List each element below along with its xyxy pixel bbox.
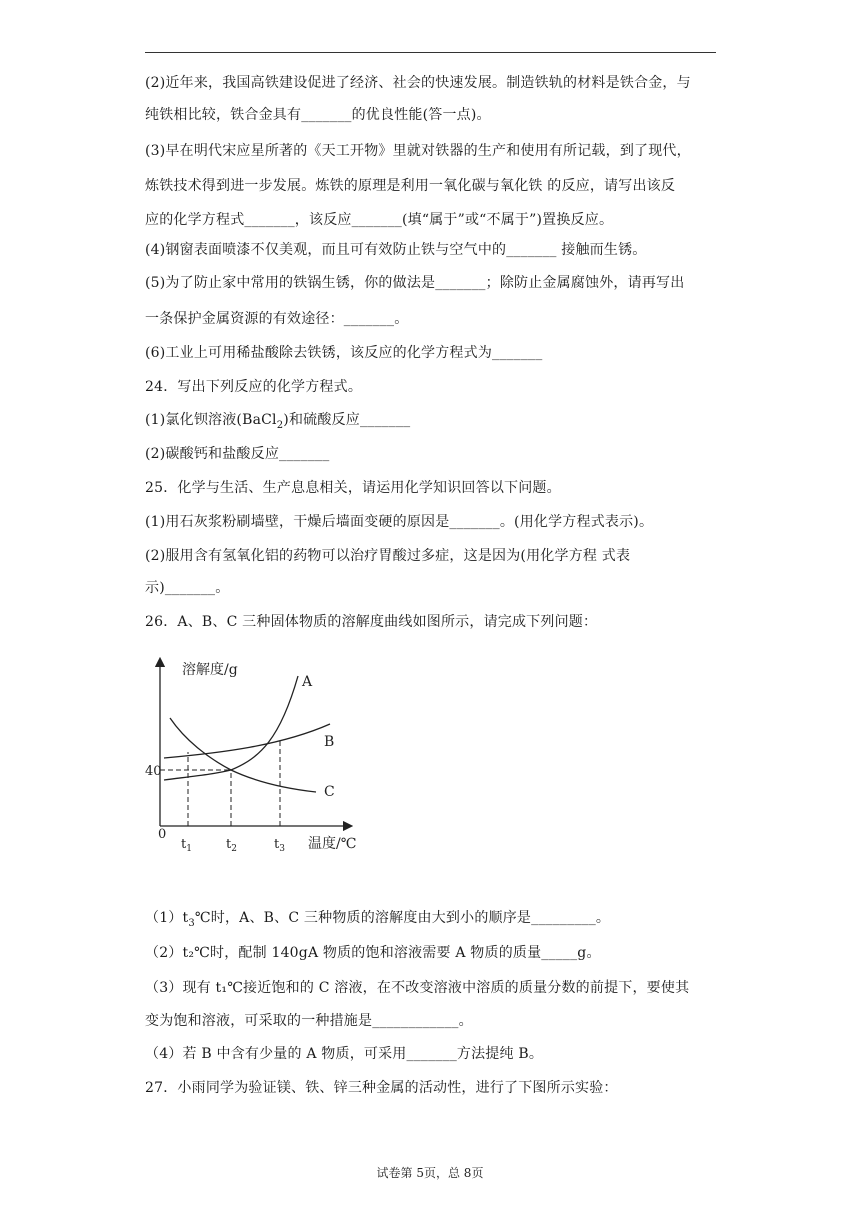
q23-3-line-1: (3)早在明代宋应星所著的《天工开物》里就对铁器的生产和使用有所记载，到了现代， (145, 143, 691, 159)
curve-label-a: A (302, 674, 313, 690)
curve-label-b: B (324, 734, 335, 750)
x-tick-t2 (226, 837, 237, 854)
q23-4-line: (4)钢窗表面喷漆不仅美观，而且可有效防止铁与空气中的_______ 接触而生锈。 (145, 242, 647, 258)
q23-3-line-3: 应的化学方程式_______，该反应_______(填“属于”或“不属于”)置换反应。 (145, 212, 614, 228)
page-footer: 试卷第 5页，总 8页 (376, 1166, 484, 1180)
q26-title: 26．A、B、C 三种固体物质的溶解度曲线如图所示，请完成下列问题： (145, 614, 598, 630)
origin-label: 0 (158, 827, 167, 842)
x-tick-t3 (274, 837, 285, 854)
q27-title: 27．小雨同学为验证镁、铁、锌三种金属的活动性，进行了下图所示实验： (145, 1080, 618, 1096)
q24-2-line: (2)碳酸钙和盐酸反应_______ (145, 446, 330, 462)
x-tick-t2-sub: 2 (231, 844, 237, 854)
y-axis-label: 溶解度/g (182, 662, 238, 678)
q23-6-line: (6)工业上可用稀盐酸除去铁锈，该反应的化学方程式为_______ (145, 345, 543, 361)
x-axis-label: 温度/℃ (308, 836, 357, 852)
q26-3-line-1: （3）现有 t₁℃接近饱和的 C 溶液，在不改变溶液中溶质的质量分数的前提下，要使其 (145, 980, 690, 996)
q24-1-subscript: 2 (276, 419, 284, 431)
x-tick-t2-base: t (226, 837, 232, 852)
x-tick-t3-base: t (274, 837, 280, 852)
q26-3-line-2: 变为饱和溶液，可采取的一种措施是____________。 (145, 1013, 473, 1029)
curve-a (164, 676, 298, 780)
q26-1-text-after: ℃时，A、B、C 三种物质的溶解度由大到小的顺序是_________。 (194, 910, 611, 926)
x-tick-t1-base: t (181, 837, 187, 852)
solubility-curve-chart (140, 654, 380, 860)
q25-1-line: (1)用石灰浆粉刷墙壁，干燥后墙面变硬的原因是_______。(用化学方程式表示)。 (145, 514, 654, 530)
x-tick-t1 (181, 837, 192, 854)
q23-2-line-2: 纯铁相比较，铁合金具有_______的优良性能(答一点)。 (145, 107, 491, 123)
q23-2-line-1: (2)近年来，我国高铁建设促进了经济、社会的快速发展。制造铁轨的材料是铁合金，与 (145, 75, 691, 91)
x-tick-t3-sub: 3 (279, 844, 285, 854)
q26-1-line (145, 908, 610, 928)
q24-1-text-before: (1)氯化钡溶液(BaCl (145, 412, 277, 428)
y-tick-40: 40 (145, 764, 162, 779)
q25-2-line-1: (2)服用含有氢氧化铝的药物可以治疗胃酸过多症，这是因为(用化学方程 式表 (145, 548, 631, 564)
q26-2-line: （2）t₂℃时，配制 140gA 物质的饱和溶液需要 A 物质的质量_____g。 (145, 945, 601, 961)
q26-1-subscript: 3 (188, 917, 195, 929)
curve-label-c: C (324, 784, 335, 800)
q25-title: 25．化学与生活、生产息息相关，请运用化学知识回答以下问题。 (145, 480, 561, 496)
q23-3-line-2: 炼铁技术得到进一步发展。炼铁的原理是利用一氧化碳与氧化铁 的反应，请写出该反 (145, 178, 676, 194)
q24-1-line (145, 410, 410, 430)
q23-5-line-1: (5)为了防止家中常用的铁锅生锈，你的做法是_______；除防止金属腐蚀外，请再写出 (145, 275, 685, 291)
q26-4-line: （4）若 B 中含有少量的 A 物质，可采用_______方法提纯 B。 (145, 1046, 544, 1062)
solubility-curve-svg (140, 654, 380, 860)
x-tick-t1-sub: 1 (186, 844, 192, 854)
q26-1-text-before: （1）t (145, 910, 189, 926)
q23-5-line-2: 一条保护金属资源的有效途径：_______。 (145, 311, 409, 327)
header-rule (145, 52, 716, 53)
q24-1-text-after: )和硫酸反应_______ (283, 412, 411, 428)
q24-title: 24．写出下列反应的化学方程式。 (145, 379, 363, 395)
q25-2-line-2: 示)_______。 (145, 580, 230, 596)
